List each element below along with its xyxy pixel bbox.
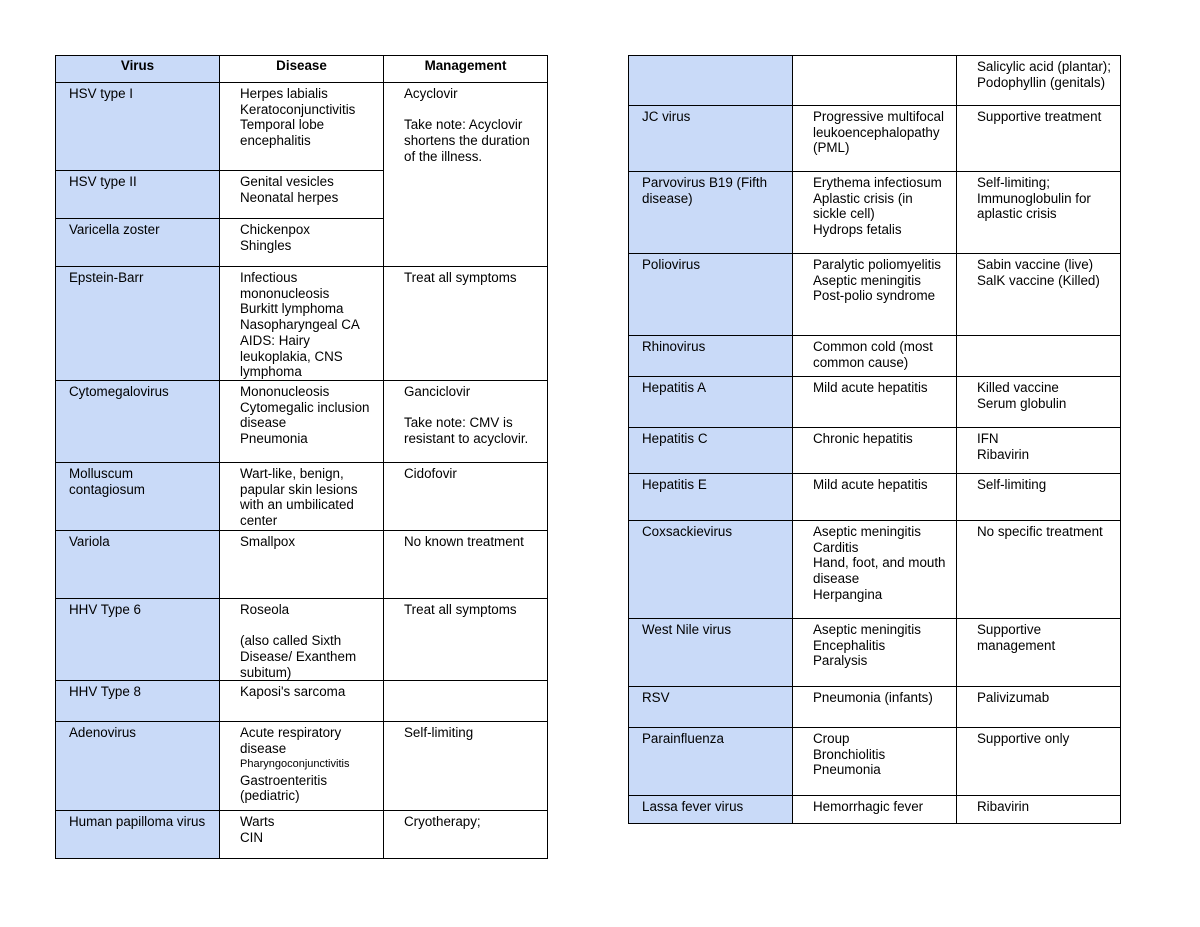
table-row (56, 681, 548, 722)
disease-cell: Aseptic meningitis Carditis Hand, foot, and mouth disease Herpangina (793, 521, 957, 619)
management-cell: Sabin vaccine (live) SalK vaccine (Killed) (957, 254, 1121, 336)
table-row (629, 254, 1121, 336)
management-cell: IFN Ribavirin (957, 428, 1121, 474)
virus-cell: Hepatitis C (629, 428, 793, 474)
disease-cell: Roseola (also called Sixth Disease/ Exanthem subitum) (220, 598, 384, 681)
table-row (56, 530, 548, 598)
management-cell: No specific treatment (957, 521, 1121, 619)
table-row (56, 811, 548, 859)
disease-cell: Genital vesicles Neonatal herpes (220, 171, 384, 219)
disease-cell: Mild acute hepatitis (793, 377, 957, 428)
virus-cell: Parainfluenza (629, 728, 793, 796)
management-cell: Self-limiting; Immunoglobulin for aplastic crisis (957, 172, 1121, 254)
management-cell: Ribavirin (957, 796, 1121, 824)
management-cell: Supportive only (957, 728, 1121, 796)
disease-cell: Smallpox (220, 530, 384, 598)
virus-cell: Hepatitis E (629, 474, 793, 521)
table-row (629, 106, 1121, 172)
table-row (629, 336, 1121, 377)
management-cell: Acyclovir Take note: Acyclovir shortens the duration of the illness. (384, 83, 548, 267)
management-cell: Treat all symptoms (384, 267, 548, 381)
table-row (629, 56, 1121, 106)
virus-cell: Epstein-Barr (56, 267, 220, 381)
management-cell: Self-limiting (384, 722, 548, 811)
table-row (56, 380, 548, 462)
table-row (629, 377, 1121, 428)
table-row (629, 619, 1121, 687)
virus-cell: HSV type II (56, 171, 220, 219)
disease-cell: Kaposi's sarcoma (220, 681, 384, 722)
management-cell: Supportive management (957, 619, 1121, 687)
table-row (56, 462, 548, 530)
disease-cell: Herpes labialis Keratoconjunctivitis Temporal lobe encephalitis (220, 83, 384, 171)
right-virus-table (628, 55, 1121, 824)
virus-cell: Coxsackievirus (629, 521, 793, 619)
table-row (629, 428, 1121, 474)
table-row (629, 474, 1121, 521)
disease-cell: Hemorrhagic fever (793, 796, 957, 824)
disease-cell: Mononucleosis Cytomegalic inclusion disease Pneumonia (220, 380, 384, 462)
management-cell: Ganciclovir Take note: CMV is resistant to acyclovir. (384, 380, 548, 462)
header-management: Management (384, 56, 548, 83)
management-cell: Palivizumab (957, 687, 1121, 728)
disease-cell: Infectious mononucleosis Burkitt lymphoma Nasopharyngeal CA AIDS: Hairy leukoplakia, CNS lymphoma (220, 267, 384, 381)
virus-cell: Rhinovirus (629, 336, 793, 377)
disease-cell: Aseptic meningitis Encephalitis Paralysis (793, 619, 957, 687)
virus-cell: Hepatitis A (629, 377, 793, 428)
virus-cell: RSV (629, 687, 793, 728)
table-row (56, 598, 548, 681)
virus-cell: Lassa fever virus (629, 796, 793, 824)
virus-cell: Adenovirus (56, 722, 220, 811)
management-cell: No known treatment (384, 530, 548, 598)
table-row (56, 83, 548, 171)
table-row (629, 521, 1121, 619)
table-row (629, 172, 1121, 254)
management-cell (957, 336, 1121, 377)
disease-cell: Acute respiratory disease Pharyngoconjunctivitis Gastroenteritis (pediatric) (220, 722, 384, 811)
virus-cell: West Nile virus (629, 619, 793, 687)
disease-cell: Chronic hepatitis (793, 428, 957, 474)
management-cell: Salicylic acid (plantar); Podophyllin (genitals) (957, 56, 1121, 106)
virus-cell: Varicella zoster (56, 219, 220, 267)
management-cell: Treat all symptoms (384, 598, 548, 681)
virus-cell: HHV Type 8 (56, 681, 220, 722)
disease-cell: Common cold (most common cause) (793, 336, 957, 377)
virus-cell: HSV type I (56, 83, 220, 171)
virus-cell: Cytomegalovirus (56, 380, 220, 462)
management-cell: Cryotherapy; (384, 811, 548, 859)
virus-cell: Molluscum contagiosum (56, 462, 220, 530)
management-cell: Cidofovir (384, 462, 548, 530)
table-row (629, 796, 1121, 824)
virus-cell: JC virus (629, 106, 793, 172)
table-row (629, 687, 1121, 728)
management-cell: Killed vaccine Serum globulin (957, 377, 1121, 428)
disease-cell: Pneumonia (infants) (793, 687, 957, 728)
disease-cell: Croup Bronchiolitis Pneumonia (793, 728, 957, 796)
management-cell: Self-limiting (957, 474, 1121, 521)
disease-cell: Wart-like, benign, papular skin lesions with an umbilicated center (220, 462, 384, 530)
disease-cell: Mild acute hepatitis (793, 474, 957, 521)
table-row (56, 267, 548, 381)
virus-cell: Parvovirus B19 (Fifth disease) (629, 172, 793, 254)
header-virus: Virus (56, 56, 220, 83)
disease-cell: Paralytic poliomyelitis Aseptic meningitis Post-polio syndrome (793, 254, 957, 336)
table-row (56, 722, 548, 811)
management-cell (384, 681, 548, 722)
disease-cell: Progressive multifocal leukoencephalopathy (PML) (793, 106, 957, 172)
table-row (629, 728, 1121, 796)
virus-cell: Human papilloma virus (56, 811, 220, 859)
left-virus-table (55, 55, 548, 859)
header-row (56, 56, 548, 83)
disease-cell: Chickenpox Shingles (220, 219, 384, 267)
disease-cell: Erythema infectiosum Aplastic crisis (in sickle cell) Hydrops fetalis (793, 172, 957, 254)
virus-cell (629, 56, 793, 106)
disease-cell (793, 56, 957, 106)
virus-cell: Poliovirus (629, 254, 793, 336)
virus-cell: Variola (56, 530, 220, 598)
virus-cell: HHV Type 6 (56, 598, 220, 681)
disease-cell: Warts CIN (220, 811, 384, 859)
header-disease: Disease (220, 56, 384, 83)
management-cell: Supportive treatment (957, 106, 1121, 172)
